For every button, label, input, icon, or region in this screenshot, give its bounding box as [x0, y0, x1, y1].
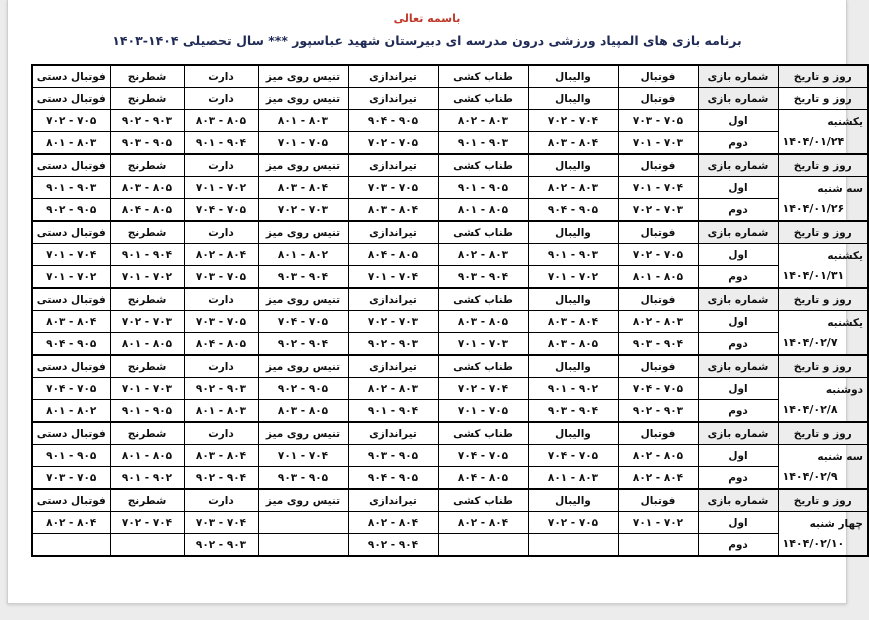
match-cell: ۷۰۲ - ۷۰۱	[110, 266, 184, 289]
match-cell: ۹۰۵ - ۹۰۳	[348, 445, 438, 467]
bismillah-heading: باسمه تعالی	[393, 12, 461, 25]
match-cell: ۸۰۴ - ۸۰۳	[258, 177, 348, 199]
match-cell: ۹۰۴ - ۹۰۱	[110, 244, 184, 266]
match-cell: ۹۰۴ - ۹۰۱	[348, 400, 438, 423]
sport-header-cell: فوتبال دستی	[32, 88, 110, 110]
match-cell: ۷۰۳ - ۷۰۱	[110, 378, 184, 400]
sport-header-cell: والیبال	[528, 221, 618, 244]
match-cell: ۹۰۴ - ۹۰۳	[618, 333, 698, 356]
sport-header-cell: فوتبال دستی	[32, 65, 110, 88]
match-cell: ۷۰۵ - ۷۰۴	[618, 378, 698, 400]
date-value: ۱۴۰۴/۰۲/۱۰	[782, 536, 845, 550]
sport-header-cell: طناب کشی	[438, 221, 528, 244]
match-cell: ۹۰۳ - ۹۰۲	[184, 534, 258, 557]
day-date-cell	[778, 512, 868, 557]
sport-header-cell: طناب کشی	[438, 355, 528, 378]
sport-header-cell: فوتبال	[618, 288, 698, 311]
table-row	[32, 378, 868, 400]
sport-header-cell: طناب کشی	[438, 154, 528, 177]
sport-header-cell: شطرنج	[110, 88, 184, 110]
day-label: یکشنبه	[827, 249, 863, 262]
sport-header-cell: تیراندازی	[348, 65, 438, 88]
sport-header-cell: تیراندازی	[348, 154, 438, 177]
match-cell: ۷۰۳ - ۷۰۱	[438, 333, 528, 356]
table-row	[32, 266, 868, 289]
match-cell: ۸۰۳ - ۸۰۲	[438, 110, 528, 132]
match-cell: ۹۰۳ - ۹۰۲	[348, 333, 438, 356]
match-cell: ۷۰۵ - ۷۰۴	[32, 378, 110, 400]
match-cell: ۷۰۵ - ۷۰۳	[618, 110, 698, 132]
match-cell: ۷۰۲ - ۷۰۱	[528, 266, 618, 289]
match-cell: ۸۰۵ - ۸۰۴	[184, 333, 258, 356]
sport-header-cell: طناب کشی	[438, 422, 528, 445]
table-row	[32, 534, 868, 557]
match-cell: ۸۰۵ - ۸۰۱	[110, 333, 184, 356]
date-header-cell: روز و تاریخ	[778, 65, 868, 88]
table-row	[32, 311, 868, 333]
sport-header-cell: تیراندازی	[348, 355, 438, 378]
sport-header-cell: شماره بازی	[698, 288, 778, 311]
match-cell: ۸۰۴ - ۸۰۲	[348, 512, 438, 534]
match-cell: ۷۰۵ - ۷۰۳	[32, 467, 110, 490]
day-date-cell	[778, 110, 868, 155]
game-number-cell: دوم	[698, 333, 778, 356]
game-number-cell: اول	[698, 445, 778, 467]
date-header-cell: روز و تاریخ	[778, 154, 868, 177]
sport-header-cell: شطرنج	[110, 489, 184, 512]
match-cell: ۷۰۳ - ۷۰۱	[618, 132, 698, 155]
match-cell: ۹۰۳ - ۹۰۲	[184, 378, 258, 400]
match-cell: ۹۰۴ - ۹۰۱	[184, 132, 258, 155]
sport-header-cell: والیبال	[528, 154, 618, 177]
match-cell: ۷۰۲ - ۷۰۱	[32, 266, 110, 289]
date-header-cell: روز و تاریخ	[778, 288, 868, 311]
table-row	[32, 88, 868, 110]
sport-header-cell: طناب کشی	[438, 489, 528, 512]
table-row	[32, 199, 868, 222]
game-number-cell: اول	[698, 311, 778, 333]
match-cell: ۷۰۵ - ۷۰۲	[618, 244, 698, 266]
match-cell: ۹۰۳ - ۹۰۲	[618, 400, 698, 423]
match-cell: ۸۰۳ - ۸۰۱	[184, 400, 258, 423]
match-cell: ۹۰۴ - ۹۰۲	[348, 534, 438, 557]
match-cell: ۷۰۵ - ۷۰۴	[258, 311, 348, 333]
match-cell: ۹۰۵ - ۹۰۲	[258, 378, 348, 400]
match-cell: ۷۰۵ - ۷۰۴	[528, 445, 618, 467]
match-cell: ۸۰۳ - ۸۰۱	[258, 110, 348, 132]
match-cell: ۹۰۵ - ۹۰۱	[32, 445, 110, 467]
match-cell: ۷۰۵ - ۷۰۱	[438, 400, 528, 423]
sport-header-cell: والیبال	[528, 88, 618, 110]
match-cell: ۸۰۴ - ۸۰۳	[528, 132, 618, 155]
header-row	[32, 154, 868, 177]
table-row	[32, 445, 868, 467]
game-number-cell: دوم	[698, 266, 778, 289]
sport-header-cell: تنیس روی میز	[258, 65, 348, 88]
sport-header-cell: فوتبال	[618, 355, 698, 378]
table-row	[32, 333, 868, 356]
sport-header-cell: شطرنج	[110, 288, 184, 311]
game-number-cell: اول	[698, 110, 778, 132]
day-label: یکشنبه	[827, 115, 863, 128]
date-header-cell: روز و تاریخ	[778, 88, 868, 110]
sport-header-cell: تیراندازی	[348, 221, 438, 244]
day-date-cell	[778, 244, 868, 289]
match-cell: ۸۰۴ - ۸۰۲	[438, 512, 528, 534]
date-value: ۱۴۰۴/۰۲/۸	[782, 402, 838, 416]
match-cell: ۷۰۵ - ۷۰۳	[348, 177, 438, 199]
match-cell: ۸۰۵ - ۸۰۲	[618, 445, 698, 467]
match-cell: ۹۰۵ - ۹۰۴	[528, 199, 618, 222]
date-value: ۱۴۰۴/۰۲/۹	[782, 469, 838, 483]
sport-header-cell: فوتبال دستی	[32, 154, 110, 177]
match-cell: ۷۰۴ - ۷۰۳	[184, 512, 258, 534]
match-cell: ۹۰۴ - ۹۰۳	[528, 400, 618, 423]
game-number-cell: دوم	[698, 534, 778, 557]
sport-header-cell: فوتبال دستی	[32, 422, 110, 445]
match-cell: ۸۰۵ - ۸۰۱	[618, 266, 698, 289]
sport-header-cell: شماره بازی	[698, 422, 778, 445]
match-cell: ۷۰۵ - ۷۰۲	[32, 110, 110, 132]
match-cell: ۹۰۵ - ۹۰۳	[110, 132, 184, 155]
sport-header-cell: طناب کشی	[438, 65, 528, 88]
match-cell	[32, 534, 110, 557]
sport-header-cell: تنیس روی میز	[258, 154, 348, 177]
match-cell	[258, 534, 348, 557]
match-cell: ۸۰۳ - ۸۰۲	[618, 311, 698, 333]
sport-header-cell: شطرنج	[110, 221, 184, 244]
date-value: ۱۴۰۴/۰۲/۷	[782, 335, 838, 349]
match-cell	[618, 534, 698, 557]
match-cell: ۹۰۵ - ۹۰۴	[32, 333, 110, 356]
match-cell: ۸۰۴ - ۸۰۲	[618, 467, 698, 490]
match-cell: ۸۰۴ - ۸۰۳	[348, 199, 438, 222]
match-cell: ۷۰۳ - ۷۰۲	[348, 311, 438, 333]
match-cell: ۷۰۵ - ۷۰۳	[184, 311, 258, 333]
match-cell: ۹۰۴ - ۹۰۳	[438, 266, 528, 289]
table-row	[32, 132, 868, 155]
match-cell: ۸۰۲ - ۸۰۱	[258, 244, 348, 266]
sport-header-cell: تیراندازی	[348, 422, 438, 445]
match-cell: ۸۰۵ - ۸۰۱	[110, 445, 184, 467]
sport-header-cell: فوتبال	[618, 221, 698, 244]
header-row	[32, 489, 868, 512]
sport-header-cell: فوتبال	[618, 154, 698, 177]
match-cell: ۸۰۴ - ۸۰۳	[32, 311, 110, 333]
header-row	[32, 288, 868, 311]
match-cell: ۹۰۵ - ۹۰۱	[438, 177, 528, 199]
match-cell: ۹۰۲ - ۹۰۱	[110, 467, 184, 490]
sport-header-cell: شطرنج	[110, 154, 184, 177]
match-cell: ۹۰۲ - ۹۰۱	[528, 378, 618, 400]
sport-header-cell: فوتبال دستی	[32, 221, 110, 244]
match-cell: ۷۰۳ - ۷۰۲	[110, 311, 184, 333]
match-cell: ۸۰۵ - ۸۰۴	[438, 467, 528, 490]
sport-header-cell: تنیس روی میز	[258, 288, 348, 311]
match-cell: ۹۰۵ - ۹۰۳	[258, 467, 348, 490]
schedule-body	[32, 65, 868, 556]
sport-header-cell: دارت	[184, 355, 258, 378]
sport-header-cell: شماره بازی	[698, 355, 778, 378]
sport-header-cell: شطرنج	[110, 65, 184, 88]
game-number-cell: اول	[698, 244, 778, 266]
match-cell: ۷۰۴ - ۷۰۲	[438, 378, 528, 400]
sport-header-cell: تیراندازی	[348, 288, 438, 311]
game-number-cell: اول	[698, 512, 778, 534]
sport-header-cell: دارت	[184, 422, 258, 445]
sport-header-cell: والیبال	[528, 355, 618, 378]
schedule-table	[31, 64, 869, 557]
match-cell	[258, 512, 348, 534]
sport-header-cell: دارت	[184, 489, 258, 512]
sport-header-cell: شماره بازی	[698, 88, 778, 110]
sport-header-cell: دارت	[184, 288, 258, 311]
date-value: ۱۴۰۴/۰۱/۲۴	[782, 134, 845, 148]
match-cell: ۸۰۵ - ۸۰۳	[438, 311, 528, 333]
match-cell: ۸۰۴ - ۸۰۳	[184, 445, 258, 467]
match-cell: ۷۰۲ - ۷۰۱	[184, 177, 258, 199]
match-cell: ۷۰۴ - ۷۰۱	[258, 445, 348, 467]
match-cell: ۷۰۵ - ۷۰۳	[184, 266, 258, 289]
match-cell: ۸۰۴ - ۸۰۳	[528, 311, 618, 333]
match-cell: ۹۰۵ - ۹۰۴	[348, 467, 438, 490]
day-label: چهار شنبه	[809, 517, 863, 530]
sport-header-cell: دارت	[184, 88, 258, 110]
match-cell: ۸۰۳ - ۸۰۲	[528, 177, 618, 199]
table-row	[32, 400, 868, 423]
sport-header-cell: فوتبال	[618, 489, 698, 512]
game-number-cell: اول	[698, 177, 778, 199]
match-cell: ۸۰۴ - ۸۰۲	[184, 244, 258, 266]
match-cell: ۷۰۵ - ۷۰۲	[348, 132, 438, 155]
match-cell: ۸۰۵ - ۸۰۱	[438, 199, 528, 222]
match-cell: ۷۰۵ - ۷۰۱	[258, 132, 348, 155]
sport-header-cell: والیبال	[528, 489, 618, 512]
header-row	[32, 221, 868, 244]
sport-header-cell: طناب کشی	[438, 88, 528, 110]
match-cell: ۷۰۴ - ۷۰۲	[110, 512, 184, 534]
sport-header-cell: دارت	[184, 154, 258, 177]
date-value: ۱۴۰۴/۰۱/۲۶	[782, 201, 845, 215]
table-row	[32, 110, 868, 132]
day-label: سه شنبه	[817, 182, 863, 195]
day-date-cell	[778, 445, 868, 490]
match-cell: ۷۰۳ - ۷۰۲	[618, 199, 698, 222]
day-label: سه شنبه	[817, 450, 863, 463]
table-row	[32, 177, 868, 199]
sport-header-cell: شطرنج	[110, 422, 184, 445]
sport-header-cell: شماره بازی	[698, 65, 778, 88]
date-header-cell: روز و تاریخ	[778, 422, 868, 445]
sport-header-cell: فوتبال	[618, 422, 698, 445]
match-cell: ۷۰۴ - ۷۰۲	[528, 110, 618, 132]
sport-header-cell: تنیس روی میز	[258, 221, 348, 244]
sport-header-cell: فوتبال دستی	[32, 288, 110, 311]
sport-header-cell: تیراندازی	[348, 88, 438, 110]
sport-header-cell: والیبال	[528, 422, 618, 445]
match-cell: ۹۰۴ - ۹۰۲	[258, 333, 348, 356]
match-cell	[110, 534, 184, 557]
match-cell: ۹۰۴ - ۹۰۲	[184, 467, 258, 490]
match-cell	[528, 534, 618, 557]
game-number-cell: دوم	[698, 400, 778, 423]
match-cell: ۸۰۵ - ۸۰۴	[348, 244, 438, 266]
day-date-cell	[778, 378, 868, 423]
match-cell: ۹۰۳ - ۹۰۱	[438, 132, 528, 155]
match-cell: ۸۰۳ - ۸۰۲	[348, 378, 438, 400]
match-cell: ۷۰۳ - ۷۰۲	[258, 199, 348, 222]
date-value: ۱۴۰۴/۰۱/۳۱	[782, 268, 845, 282]
sport-header-cell: شطرنج	[110, 355, 184, 378]
match-cell: ۷۰۲ - ۷۰۱	[618, 512, 698, 534]
game-number-cell: اول	[698, 378, 778, 400]
header-row	[32, 422, 868, 445]
sport-header-cell: تنیس روی میز	[258, 355, 348, 378]
sport-header-cell: تنیس روی میز	[258, 489, 348, 512]
match-cell: ۹۰۳ - ۹۰۱	[528, 244, 618, 266]
sport-header-cell: شماره بازی	[698, 489, 778, 512]
match-cell: ۹۰۴ - ۹۰۳	[258, 266, 348, 289]
match-cell: ۷۰۴ - ۷۰۱	[618, 177, 698, 199]
day-date-cell	[778, 177, 868, 222]
sport-header-cell: تیراندازی	[348, 489, 438, 512]
day-date-cell	[778, 311, 868, 356]
sport-header-cell: طناب کشی	[438, 288, 528, 311]
table-row	[32, 244, 868, 266]
sport-header-cell: دارت	[184, 221, 258, 244]
match-cell: ۷۰۵ - ۷۰۴	[184, 199, 258, 222]
match-cell: ۹۰۵ - ۹۰۱	[110, 400, 184, 423]
sport-header-cell: فوتبال دستی	[32, 355, 110, 378]
table-row	[32, 512, 868, 534]
game-number-cell: دوم	[698, 132, 778, 155]
game-number-cell: دوم	[698, 199, 778, 222]
match-cell: ۷۰۵ - ۷۰۲	[528, 512, 618, 534]
match-cell: ۷۰۵ - ۷۰۴	[438, 445, 528, 467]
match-cell: ۸۰۵ - ۸۰۳	[258, 400, 348, 423]
match-cell: ۹۰۳ - ۹۰۲	[110, 110, 184, 132]
page-title: برنامه بازی های المپیاد ورزشی درون مدرسه ای دبیرستان شهید عباسپور *** سال تحصیلی ۱۴۰۴-۱۴۰۳	[112, 33, 742, 48]
sport-header-cell: فوتبال دستی	[32, 489, 110, 512]
date-header-cell: روز و تاریخ	[778, 221, 868, 244]
match-cell: ۸۰۳ - ۸۰۱	[528, 467, 618, 490]
sport-header-cell: دارت	[184, 65, 258, 88]
match-cell: ۸۰۵ - ۸۰۴	[110, 199, 184, 222]
match-cell: ۷۰۴ - ۷۰۱	[32, 244, 110, 266]
sport-header-cell: فوتبال	[618, 65, 698, 88]
table-row	[32, 467, 868, 490]
match-cell: ۸۰۵ - ۸۰۳	[110, 177, 184, 199]
header-row	[32, 355, 868, 378]
match-cell: ۷۰۴ - ۷۰۱	[348, 266, 438, 289]
document-page	[7, 0, 863, 604]
match-cell: ۸۰۳ - ۸۰۱	[32, 132, 110, 155]
match-cell: ۸۰۵ - ۸۰۳	[528, 333, 618, 356]
match-cell: ۹۰۵ - ۹۰۲	[32, 199, 110, 222]
match-cell: ۸۰۲ - ۸۰۱	[32, 400, 110, 423]
sport-header-cell: تنیس روی میز	[258, 422, 348, 445]
match-cell: ۸۰۵ - ۸۰۳	[184, 110, 258, 132]
game-number-cell: دوم	[698, 467, 778, 490]
header-row	[32, 65, 868, 88]
sport-header-cell: شماره بازی	[698, 221, 778, 244]
day-label: یکشنبه	[827, 316, 863, 329]
sport-header-cell: تنیس روی میز	[258, 88, 348, 110]
date-header-cell: روز و تاریخ	[778, 355, 868, 378]
match-cell: ۹۰۵ - ۹۰۴	[348, 110, 438, 132]
match-cell: ۸۰۳ - ۸۰۲	[438, 244, 528, 266]
sport-header-cell: فوتبال	[618, 88, 698, 110]
sport-header-cell: والیبال	[528, 288, 618, 311]
match-cell: ۹۰۳ - ۹۰۱	[32, 177, 110, 199]
day-label: دوشنبه	[825, 383, 863, 396]
sport-header-cell: شماره بازی	[698, 154, 778, 177]
match-cell	[438, 534, 528, 557]
sport-header-cell: والیبال	[528, 65, 618, 88]
date-header-cell: روز و تاریخ	[778, 489, 868, 512]
match-cell: ۸۰۴ - ۸۰۲	[32, 512, 110, 534]
